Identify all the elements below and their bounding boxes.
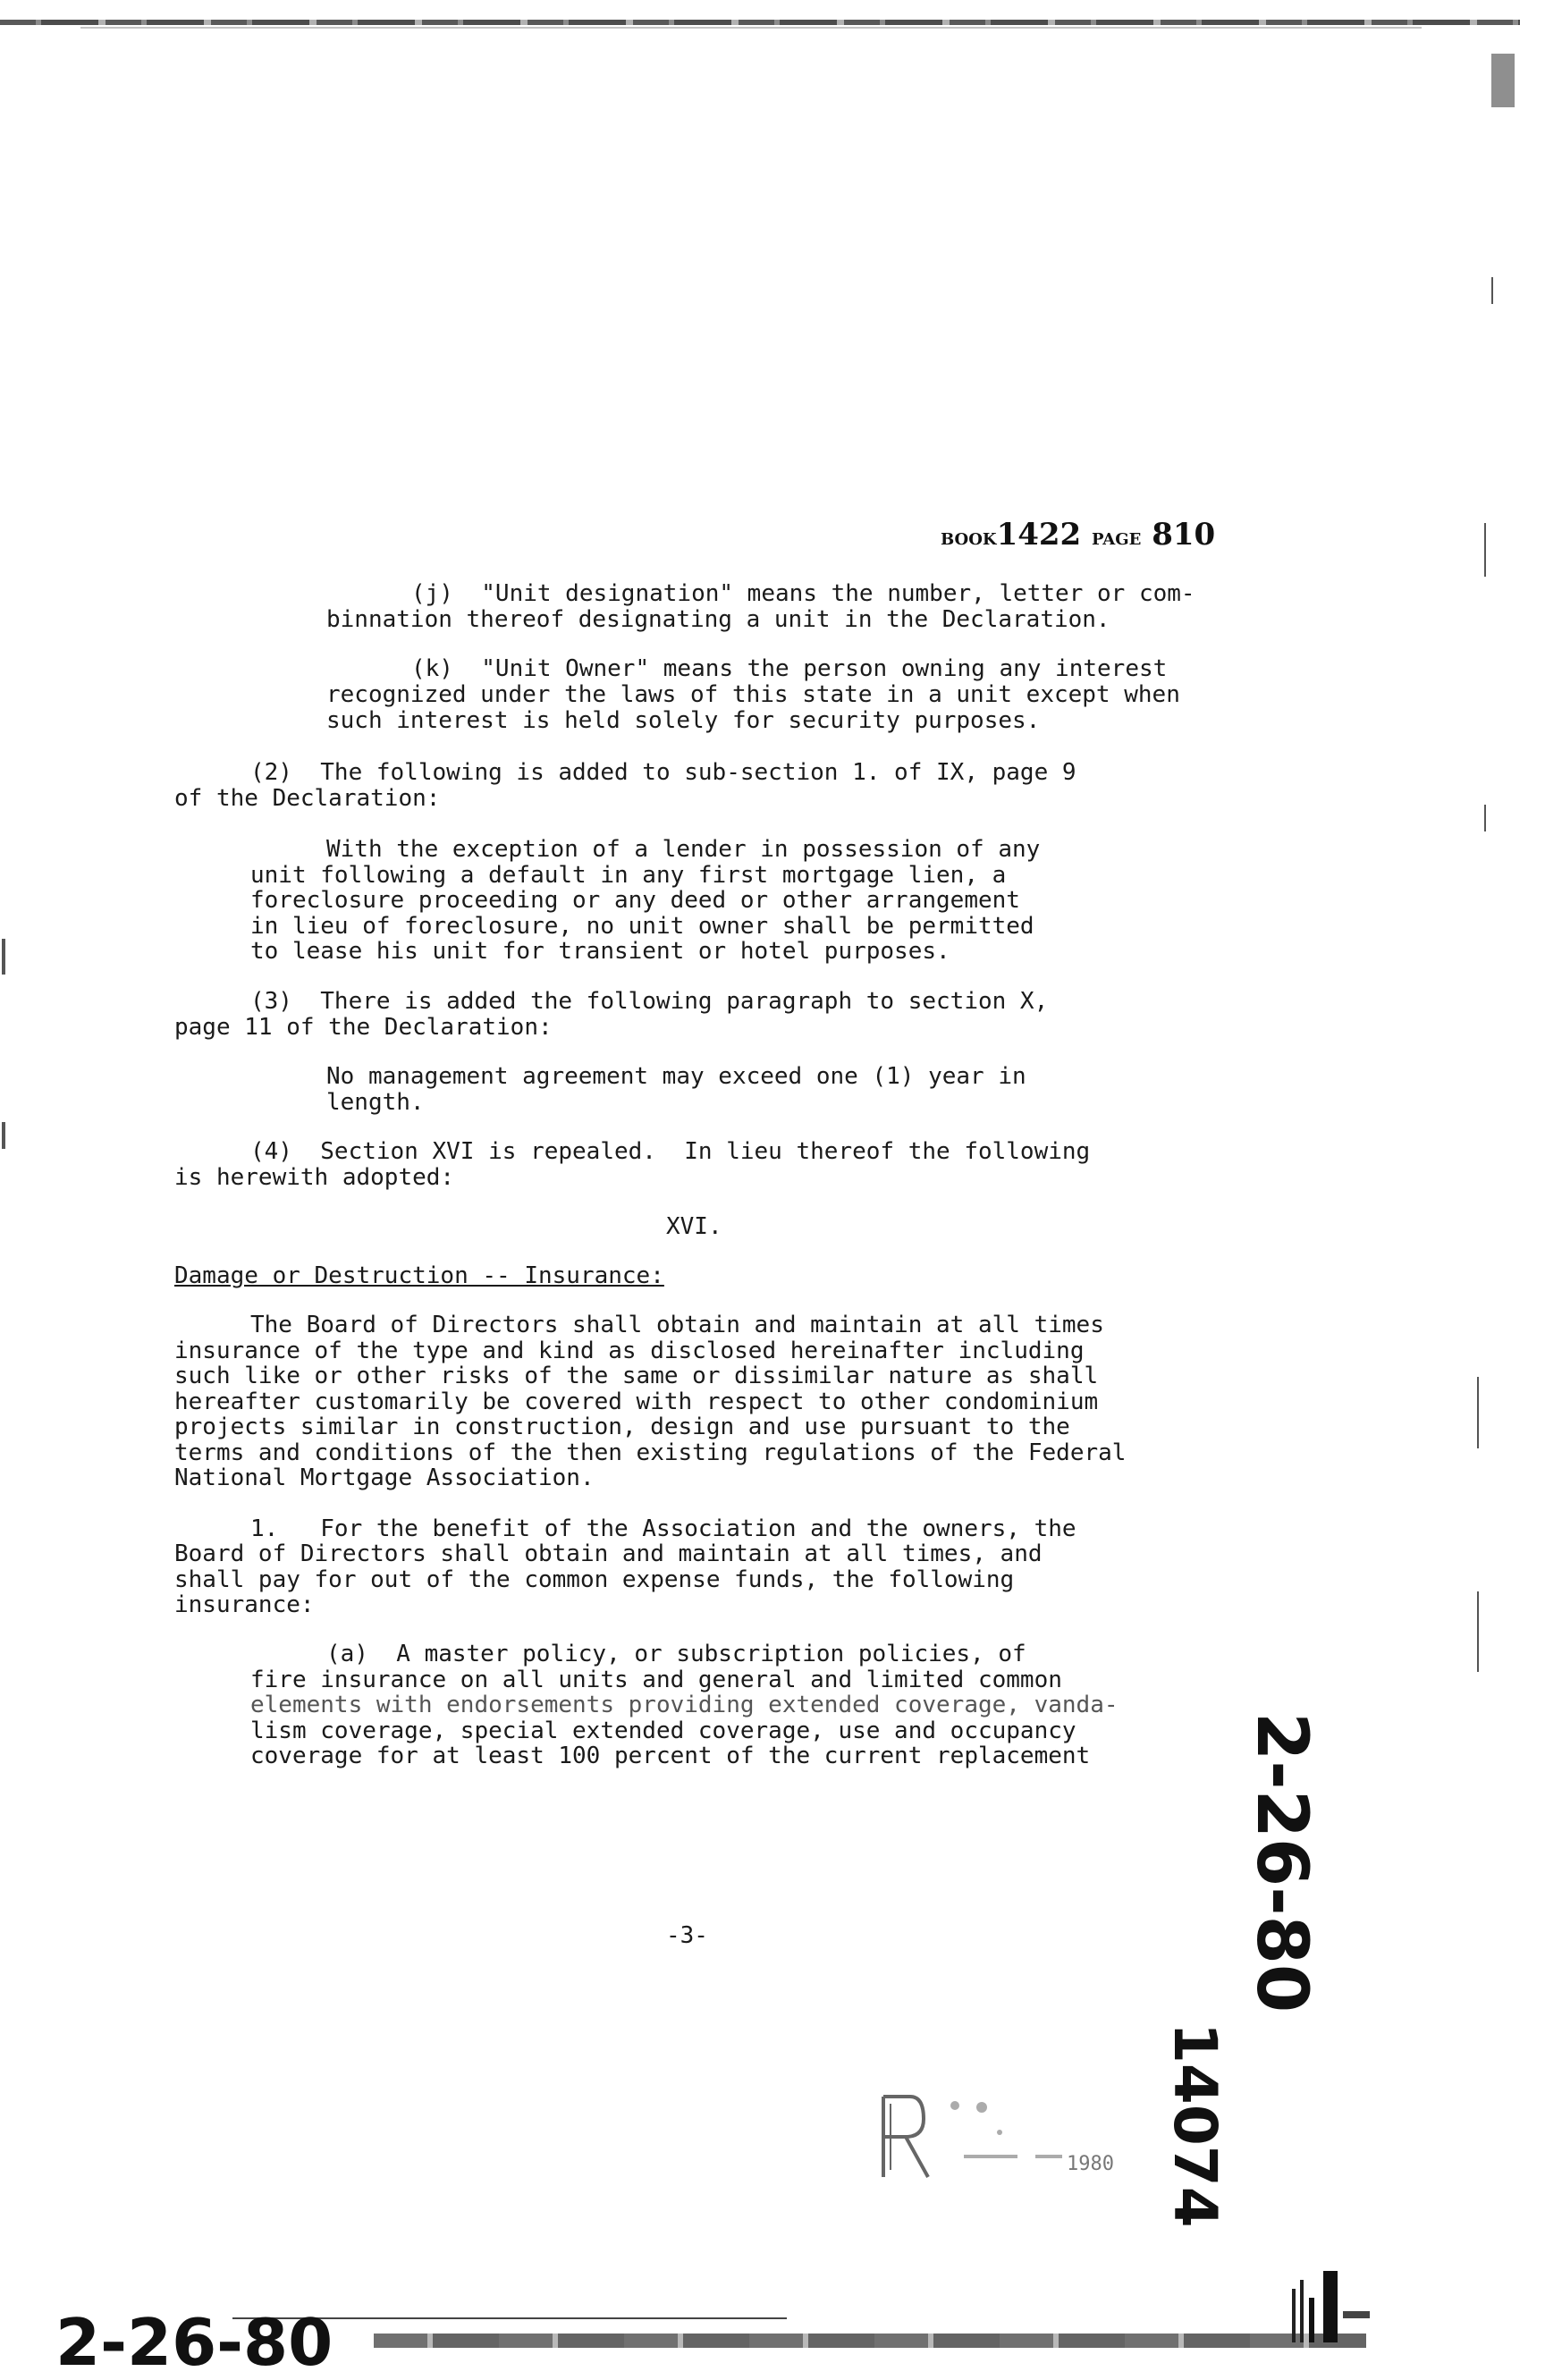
section-heading: XVI. <box>666 1213 722 1240</box>
paragraph-4-line: is herewith adopted: <box>174 1164 455 1191</box>
definition-k-line: recognized under the laws of this state in a unit except when <box>326 681 1180 708</box>
board-paragraph-line: The Board of Directors shall obtain and maintain at all times <box>250 1312 1104 1338</box>
scan-edge-bottom <box>374 2334 1366 2348</box>
scan-mark <box>1477 1591 1479 1672</box>
item-a-line: coverage for at least 100 percent of the current replacement <box>250 1743 1091 1769</box>
scan-mark <box>1491 277 1493 304</box>
paragraph-2-line: of the Declaration: <box>174 785 441 812</box>
recorded-stamp-icon <box>874 2079 1152 2195</box>
page-prefix: PAGE <box>1092 530 1142 549</box>
recorded-year: 1980 <box>1067 2153 1114 2175</box>
book-page-reference <box>941 517 1215 553</box>
paragraph-2-quote-line: foreclosure proceeding or any deed or other arrangement <box>250 887 1020 914</box>
paragraph-2-quote-line: to lease his unit for transient or hotel purposes. <box>250 938 950 965</box>
scan-bars-icon <box>1288 2271 1377 2342</box>
scan-mark <box>2 1122 5 1149</box>
book-number: 1422 <box>996 517 1082 553</box>
item-1-line: Board of Directors shall obtain and maintain at all times, and <box>174 1540 1043 1567</box>
paragraph-3-quote-line: No management agreement may exceed one (1) year in <box>326 1063 1026 1090</box>
paragraph-2-quote-line: With the exception of a lender in possession of any <box>326 836 1041 863</box>
board-paragraph-line: insurance of the type and kind as disclosed hereinafter including <box>174 1338 1085 1364</box>
item-a-line: fire insurance on all units and general and limited common <box>250 1667 1062 1693</box>
recording-date-stamp: 2-26-80 <box>1241 1712 1321 2013</box>
definition-j-line: (j) "Unit designation" means the number, letter or com- <box>411 580 1195 607</box>
page-footer-number: -3- <box>666 1922 708 1949</box>
scan-edge-line <box>80 27 1422 29</box>
definition-k-line: such interest is held solely for security purposes. <box>326 707 1041 734</box>
paragraph-2-quote-line: in lieu of foreclosure, no unit owner shall be permitted <box>250 913 1034 940</box>
board-paragraph-line: such like or other risks of the same or dissimilar nature as shall <box>174 1363 1099 1389</box>
board-paragraph-line: terms and conditions of the then existing regulations of the Federal <box>174 1439 1127 1466</box>
definition-j-line: binnation thereof designating a unit in the Declaration. <box>326 606 1110 633</box>
section-subheading: Damage or Destruction -- Insurance: <box>174 1262 664 1289</box>
item-a-line: elements with endorsements providing extended coverage, vanda- <box>250 1692 1119 1718</box>
recording-number-stamp: 14074 <box>1161 2022 1229 2228</box>
scan-mark <box>1491 54 1515 107</box>
paragraph-3-line: page 11 of the Declaration: <box>174 1014 553 1041</box>
scan-mark <box>2 939 5 975</box>
bottom-date-stamp: 2-26-80 <box>55 2305 333 2380</box>
item-a-line: lism coverage, special extended coverage, use and occupancy <box>250 1717 1076 1744</box>
paragraph-2-quote-line: unit following a default in any first mortgage lien, a <box>250 862 1007 889</box>
board-paragraph-line: hereafter customarily be covered with respect to other condominium <box>174 1388 1099 1415</box>
definition-k-line: (k) "Unit Owner" means the person owning any interest <box>411 655 1168 682</box>
paragraph-3-line: (3) There is added the following paragraph to section X, <box>250 988 1049 1015</box>
item-1-line: 1. For the benefit of the Association and the owners, the <box>250 1515 1076 1542</box>
board-paragraph-line: projects similar in construction, design and use pursuant to the <box>174 1414 1070 1440</box>
scan-mark <box>1484 805 1486 831</box>
item-a-line: (a) A master policy, or subscription policies, of <box>326 1641 1026 1667</box>
scan-edge-top <box>0 20 1520 25</box>
paragraph-4-line: (4) Section XVI is repealed. In lieu thereof the following <box>250 1138 1091 1165</box>
item-1-line: shall pay for out of the common expense funds, the following <box>174 1566 1015 1593</box>
book-prefix: BOOK <box>941 530 997 549</box>
item-1-line: insurance: <box>174 1591 315 1618</box>
paragraph-2-line: (2) The following is added to sub-section 1. of IX, page 9 <box>250 759 1076 786</box>
scan-mark <box>1477 1377 1479 1448</box>
paragraph-3-quote-line: length. <box>326 1089 425 1116</box>
board-paragraph-line: National Mortgage Association. <box>174 1464 595 1491</box>
scan-mark <box>1484 523 1486 577</box>
page-number: 810 <box>1152 517 1216 553</box>
